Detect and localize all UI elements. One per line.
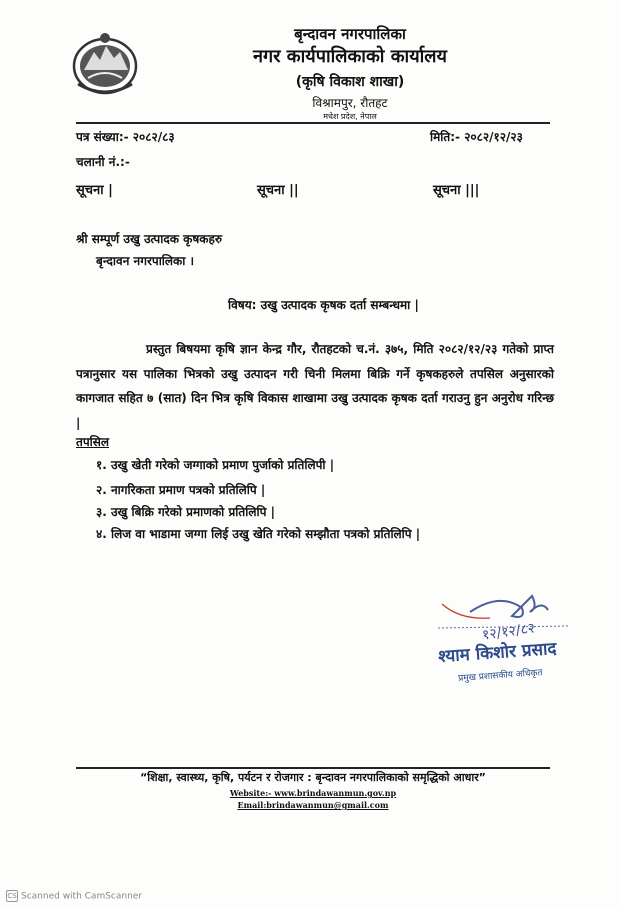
- footer-email: Email:brindawanmun@gmail.com: [237, 800, 389, 810]
- scanner-text: Scanned with CamScanner: [21, 891, 143, 902]
- header-divider: [76, 122, 550, 124]
- tapasil-item: ३. उखु बिक्रि गरेको प्रमाणको प्रतिलिपि |: [96, 505, 275, 519]
- letter-number: पत्र संख्या:- २०८२/८३: [76, 130, 175, 144]
- province-name: मधेश प्रदेश, नेपाल: [323, 112, 377, 121]
- tapasil-item: १. उखु खेती गरेको जग्गाको प्रमाण पुर्जाको प्रतिलिपी |: [96, 458, 335, 472]
- nepal-emblem-logo: [70, 30, 140, 96]
- notice-heading-3: सूचना |||: [433, 183, 480, 198]
- office-name: नगर कार्यपालिकाको कार्यालय: [253, 46, 447, 67]
- tapasil-heading: तपसिल: [76, 435, 110, 449]
- footer-website: Website:- www.brindawanmun.gov.np: [229, 788, 397, 798]
- subject-line: विषय: उखु उत्पादक कृषक दर्ता सम्बन्धमा |: [228, 298, 419, 312]
- notice-heading-2: सूचना ||: [257, 183, 299, 198]
- officer-name-stamp: श्याम किशोर प्रसाद: [437, 638, 558, 668]
- municipality-name: बृन्दावन नगरपालिका: [294, 25, 406, 43]
- addressee-line-1: श्री सम्पूर्ण उखु उत्पादक कृषकहरु: [76, 232, 223, 246]
- letter-date: मिति:- २०८२/१२/२३: [430, 130, 523, 144]
- office-address: विश्रामपुर, रौतहट: [312, 96, 388, 110]
- tapasil-item: ४. लिज वा भाडामा जग्गा लिई उखु खेति गरेको सम्झौता पत्रको प्रतिलिपि |: [96, 527, 421, 541]
- footer-slogan: “शिक्षा, स्वास्थ्य, कृषि, पर्यटन र रोजगार : बृन्दावन नगरपालिकाको समृद्धिको आधार”: [140, 771, 486, 784]
- branch-name: (कृषि विकाश शाखा): [295, 74, 405, 90]
- signature-date: १२/१२/८२: [481, 620, 537, 644]
- tapasil-item: २. नागरिकता प्रमाण पत्रको प्रतिलिपि |: [96, 483, 266, 497]
- notice-heading-1: सूचना |: [76, 183, 113, 198]
- body-paragraph: प्रस्तुत बिषयमा कृषि ज्ञान केन्द्र गौर, रौतहटको च.नं. ३७५, मिति २०८२/१२/२३ गतेको प्राप्त पत्रानुसार यस पालिका भित्रको उखु उत्पादन गरी चिनी मिलमा बिक्रि गर्ने कृषकहरुले तपसिल अनुसारको कागजात सहित ७ (सात) दिन भित्र कृषि विकास शाखामा उखु उत्पादक कृषक दर्ता गराउनु हुन अनुरोध गरिन्छ |: [76, 342, 554, 430]
- footer-divider: [76, 767, 550, 769]
- dispatch-number: चलानी नं.:-: [76, 155, 130, 169]
- officer-title-stamp: प्रमुख प्रशासकीय अधिकृत: [457, 668, 543, 684]
- camscanner-icon: CS: [7, 892, 17, 900]
- addressee-line-2: बृन्दावन नगरपालिका ।: [96, 254, 195, 268]
- scanner-watermark: [6, 890, 142, 902]
